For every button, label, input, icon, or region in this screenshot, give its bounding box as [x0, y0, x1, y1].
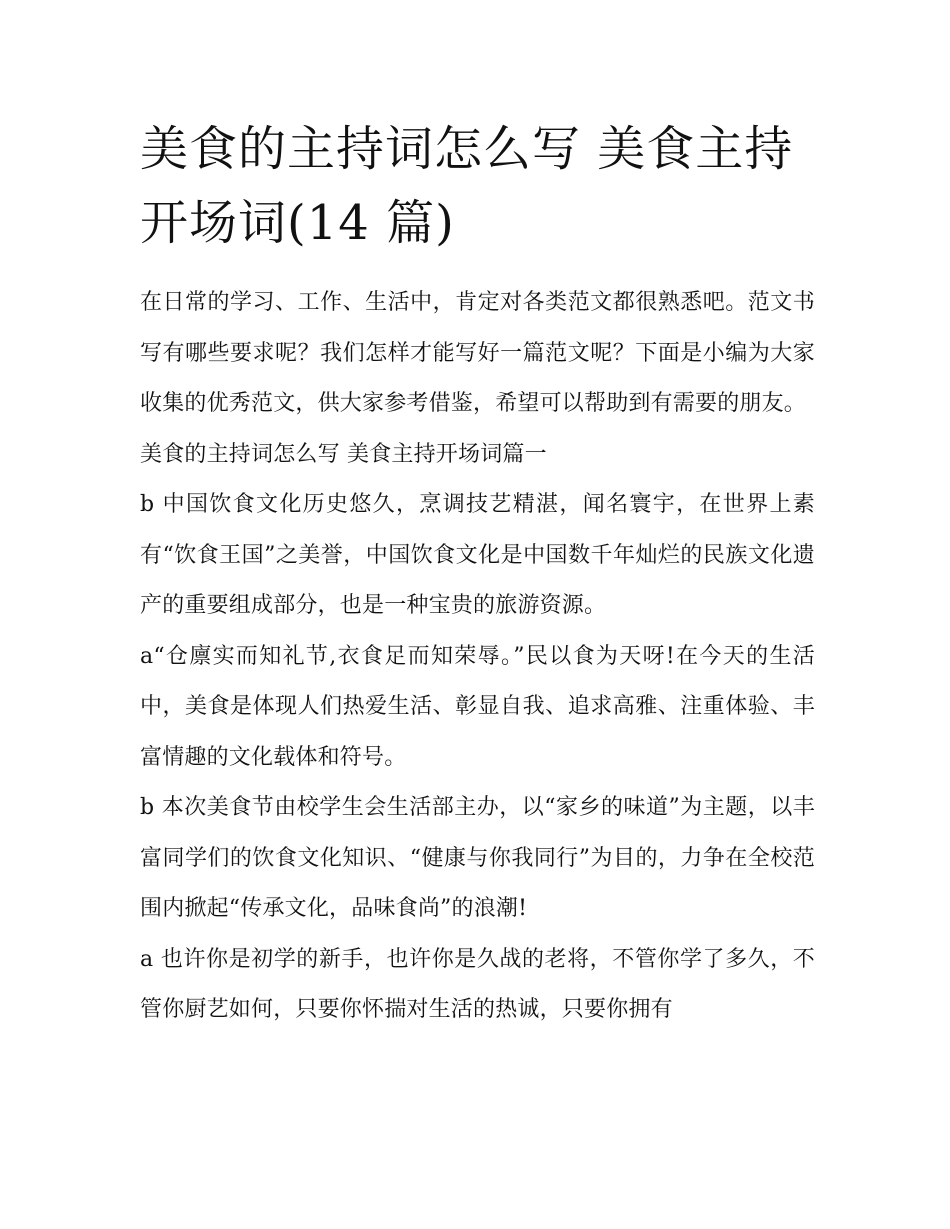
- document-body: [140, 278, 815, 1036]
- body-paragraph: a“仓廪实而知礼节,衣食足而知荣辱。”民以食为天呀!在今天的生活中，美食是体现人们热爱生活、彰显自我、追求高雅、注重体验、丰富情趣的文化载体和符号。: [140, 643, 815, 770]
- body-paragraph: b 本次美食节由校学生会生活部主办，以“家乡的味道”为主题，以丰富同学们的饮食文化知识、“健康与你我同行”为目的，力争在全校范围内掀起“传承文化，品味食尚”的浪潮!: [140, 795, 815, 921]
- section-heading: 美食的主持词怎么写 美食主持开场词篇一: [140, 441, 547, 467]
- document-title: 美食的主持词怎么写 美食主持开场词(14 篇): [140, 121, 794, 251]
- body-paragraph: a 也许你是初学的新手，也许你是久战的老将，不管你学了多久，不管你厨艺如何，只要你怀揣对生活的热诚，只要你拥有: [140, 946, 815, 1022]
- intro-paragraph: 在日常的学习、工作、生活中，肯定对各类范文都很熟悉吧。范文书写有哪些要求呢？我们怎样才能写好一篇范文呢？下面是小编为大家收集的优秀范文，供大家参考借鉴，希望可以帮助到有需要的朋友。: [140, 290, 815, 416]
- body-paragraph: b 中国饮食文化历史悠久，烹调技艺精湛，闻名寰宇，在世界上素有“饮食王国”之美誉，中国饮食文化是中国数千年灿烂的民族文化遗产的重要组成部分，也是一种宝贵的旅游资源。: [140, 492, 815, 618]
- document-page: [140, 112, 815, 1036]
